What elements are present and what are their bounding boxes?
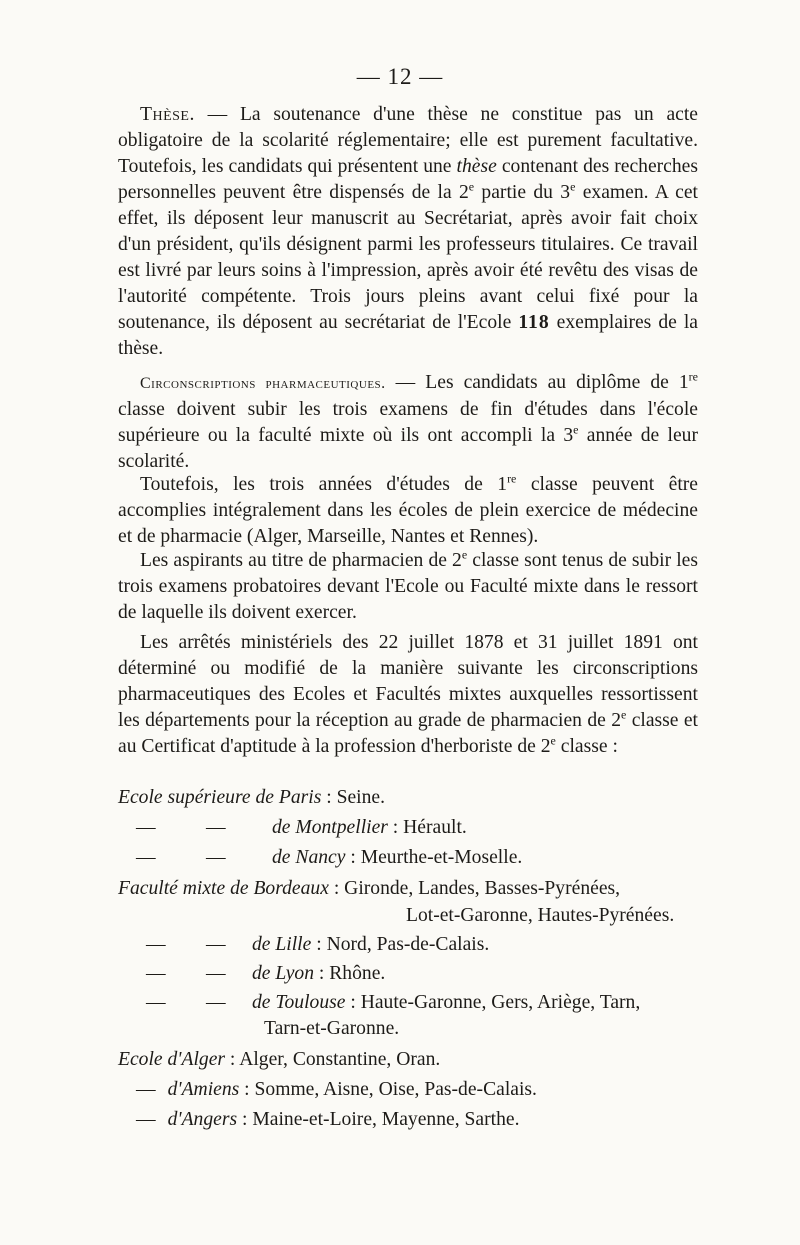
text-run: classe peuvent être accomplies intégralement dans les écoles de plein exercice de médecine et de pharmacie (Alger, Marseille, Nantes et Rennes).: [118, 474, 698, 547]
list-item-toulouse: [146, 990, 640, 1016]
departments: : Rhône.: [314, 963, 386, 984]
departments: : Hérault.: [387, 817, 467, 838]
copies-count: 118: [518, 312, 550, 333]
departments: Tarn-et-Garonne.: [264, 1018, 400, 1039]
departments: : Somme, Aisne, Oise, Pas-de-Calais.: [239, 1079, 537, 1100]
circ-label: Circonscriptions pharmaceutiques.: [140, 375, 386, 392]
text-run: Toutefois, les trois années d'études de 1: [140, 474, 508, 495]
list-item-lille: [146, 932, 489, 958]
superscript: e: [573, 422, 579, 437]
text-run: classe :: [555, 736, 618, 757]
page-number: — 12 —: [356, 64, 444, 89]
ditto-dash: —: [206, 963, 226, 984]
school-name: de Lyon: [252, 963, 314, 984]
ditto-dash: —: [146, 992, 166, 1013]
school-name: Ecole supérieure de Paris: [118, 787, 322, 808]
paragraph-aspirants: [118, 548, 698, 626]
ditto-dash: —: [136, 847, 156, 868]
list-item-montpellier: [136, 815, 467, 841]
paragraph-circonscriptions: [118, 370, 698, 475]
list-item-nancy: [136, 845, 522, 871]
paragraph-these: [118, 102, 698, 362]
school-name: de Montpellier: [272, 817, 388, 838]
emphasis: thèse: [456, 156, 497, 177]
superscript: e: [461, 547, 468, 562]
superscript: re: [688, 369, 698, 384]
text-run: examen. A cet effet, ils déposent leur manuscrit au Secrétariat, après avoir fait choix d'un président, qu'ils désignent parmi les professeurs titulaires. Ce travail est livré par leurs soins à l'impression, après avoir été revêtu des visas de l'autorité compétente. Trois jours pleins avant celui fixé pour la soutenance, ils déposent au secrétariat de l'Ecole: [118, 182, 698, 333]
departments: : Gironde, Landes, Basses-Pyrénées,: [328, 878, 621, 899]
text-run: classe doivent subir les trois examens de fin d'études dans l'école supérieure ou la faculté mixte où ils ont accompli la 3: [118, 399, 698, 446]
departments: : Maine-et-Loire, Mayenne, Sarthe.: [237, 1109, 520, 1130]
text-run: exemplaires de la thèse.: [118, 312, 698, 359]
text-run: Les aspirants au titre de pharmacien de 2: [140, 550, 462, 571]
list-item-toulouse-cont: [264, 1016, 399, 1042]
departments: : Alger, Constantine, Oran.: [225, 1049, 441, 1070]
list-item-angers: [136, 1107, 519, 1133]
list-item-bordeaux: [118, 876, 620, 902]
paragraph-arretes: [118, 630, 698, 760]
departments: : Meurthe-et-Moselle.: [345, 847, 523, 868]
ditto-dash: —: [146, 963, 166, 984]
ditto-dash: —: [206, 992, 226, 1013]
departments: : Nord, Pas-de-Calais.: [311, 934, 490, 955]
departments: : Haute-Garonne, Gers, Ariège, Tarn,: [345, 992, 641, 1013]
superscript: e: [468, 179, 475, 194]
text-run: Les arrêtés ministériels des 22 juillet 1878 et 31 juillet 1891 ont déterminé ou modifié de la manière suivante les circonscriptions pharmaceutiques des Ecoles et Facultés mixtes auxquelles ressortissent les départements pour la réception au grade de pharmacien de 2: [118, 632, 698, 731]
superscript: e: [621, 707, 627, 722]
list-item-bordeaux-cont: [406, 903, 674, 929]
school-name: de Nancy: [272, 847, 346, 868]
ditto-dash: —: [206, 934, 226, 955]
text-run: classe sont tenus de subir les trois examens probatoires devant l'Ecole ou Faculté mixte dans le ressort de laquelle ils doivent exercer.: [118, 550, 698, 623]
list-item-lyon: [146, 961, 385, 987]
text-run: classe et au Certificat d'aptitude à la profession d'herboriste de 2: [118, 710, 698, 757]
text-run: contenant des recherches personnelles peuvent être dispensés de la 2: [118, 156, 699, 203]
school-name: Faculté mixte de Bordeaux: [118, 878, 329, 899]
these-label: Thèse.: [140, 104, 195, 125]
list-item-paris: [118, 785, 385, 811]
school-name: Ecole d'Alger: [118, 1049, 226, 1070]
superscript: e: [570, 179, 576, 194]
superscript: e: [550, 733, 556, 748]
text-run: — Les candidats au diplôme de 1: [385, 372, 689, 393]
school-name: de Lille: [252, 934, 312, 955]
list-item-alger: [118, 1047, 440, 1073]
text-run: année de leur scolarité.: [118, 425, 698, 472]
ditto-dash: —: [136, 817, 156, 838]
ditto-dash: —: [206, 847, 226, 868]
departments: : Seine.: [321, 787, 385, 808]
text-run: — La soutenance d'une thèse ne constitue pas un acte obligatoire de la scolarité réglementaire; elle est purement facultative. Toutefois, les candidats qui présentent une: [118, 104, 698, 177]
departments: Lot-et-Garonne, Hautes-Pyrénées.: [406, 905, 675, 926]
superscript: re: [507, 471, 517, 486]
school-name: d'Angers: [167, 1109, 238, 1130]
list-item-amiens: [136, 1077, 537, 1103]
text-run: partie du 3: [474, 182, 571, 203]
ditto-dash: —: [136, 1079, 156, 1100]
ditto-dash: —: [146, 934, 166, 955]
school-name: d'Amiens: [167, 1079, 240, 1100]
school-name: de Toulouse: [252, 992, 346, 1013]
ditto-dash: —: [136, 1109, 156, 1130]
paragraph-toutefois: [118, 472, 698, 550]
ditto-dash: —: [206, 817, 226, 838]
